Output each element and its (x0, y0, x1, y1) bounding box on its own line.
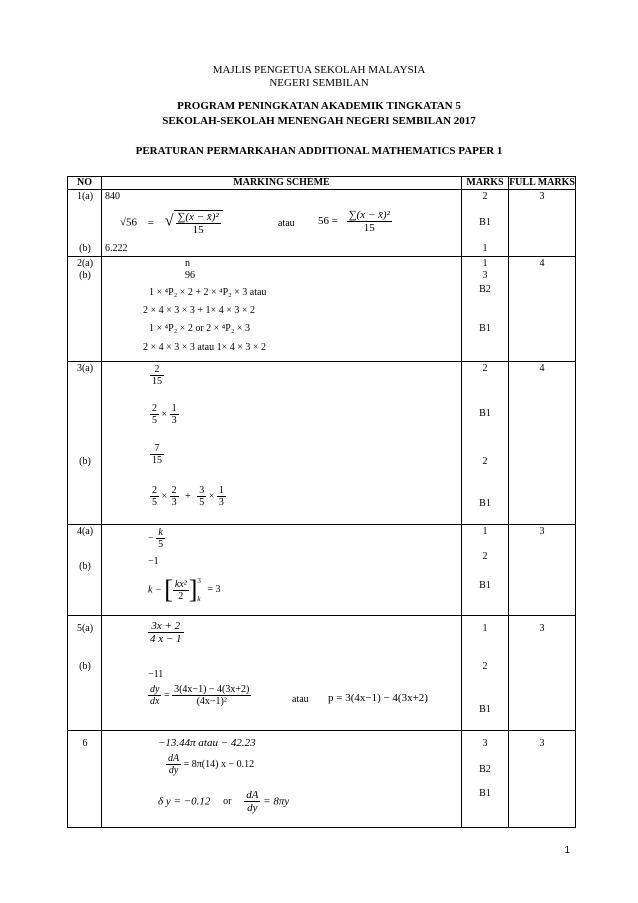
fraction-numerator: 2 (150, 364, 164, 376)
fraction-numerator: dA (168, 753, 180, 764)
col-header-scheme: MARKING SCHEME (102, 177, 462, 190)
answer-text: −13.44π atau − 42.23 (158, 737, 256, 749)
p-expression: p = 3(4x−1) − 4(3x+2) (328, 692, 428, 704)
question-label: 1(a) (76, 191, 94, 202)
fraction-numerator: 2 (152, 485, 157, 496)
fraction-numerator: dy (150, 684, 160, 695)
fraction-denominator: 3 (171, 497, 177, 508)
question-label: 3(a) (76, 363, 94, 374)
scheme-line: 1 × ⁴P₂ × 2 + 2 × ⁴P₂ × 3 atau (149, 287, 267, 298)
mark-value: 2 (482, 456, 488, 467)
fraction-numerator: kx² (174, 578, 187, 590)
mark-value: B1 (479, 580, 491, 591)
fraction-denominator: 15 (192, 224, 204, 236)
mark-value: B1 (479, 788, 491, 799)
mark-value: B1 (479, 498, 491, 509)
fraction-numerator: dA (246, 789, 259, 801)
marking-scheme-table (67, 176, 576, 828)
times-sign: × (208, 490, 215, 502)
fraction-numerator: 1 (171, 403, 177, 414)
fraction-denominator: 5 (152, 497, 157, 508)
question-label: (b) (79, 243, 91, 254)
mark-value: 1 (482, 526, 488, 537)
answer-text: −11 (148, 669, 164, 680)
right-bracket: ] (188, 575, 198, 604)
mark-value: B1 (479, 408, 491, 419)
fraction-numerator: 7 (150, 443, 164, 455)
rhs: = 8πy (263, 795, 290, 808)
minus-sign: − (148, 532, 154, 544)
col-header-no: NO (68, 177, 102, 190)
table-header-row (68, 177, 576, 190)
question-label: (b) (79, 561, 91, 572)
fraction-numerator: 2 (171, 485, 177, 496)
scheme-line: 2 × 4 × 3 × 3 + 1× 4 × 3 × 2 (143, 305, 255, 316)
left-bracket: [ (164, 575, 173, 604)
approx-line (158, 789, 289, 814)
fraction (150, 364, 164, 387)
header-line-5: PERATURAN PERMARKAHAN ADDITIONAL MATHEMATICS PAPER 1 (135, 145, 503, 157)
full-mark-value: 3 (539, 191, 545, 202)
mark-value: 1 (482, 258, 488, 269)
lower-limit: k (197, 595, 201, 603)
fraction-denominator: 4 x − 1 (150, 633, 182, 645)
equals-sign: = (163, 689, 170, 701)
sqrt-56: √56 (120, 216, 138, 229)
fraction-sum (150, 485, 226, 508)
answer-text: n (185, 258, 190, 269)
equals-three: = 3 (207, 584, 221, 596)
upper-limit: 3 (197, 577, 201, 585)
fraction-denominator: 15 (152, 455, 162, 466)
fraction-numerator: k (156, 527, 165, 539)
derivative-rhs: = 8π(14) x − 0.12 (183, 758, 255, 770)
full-mark-value: 3 (539, 623, 545, 634)
table-row (68, 616, 576, 731)
mark-value: 1 (482, 623, 488, 634)
mark-value: 2 (482, 363, 488, 374)
question-label: (b) (79, 456, 91, 467)
derivative-expression (148, 684, 251, 707)
full-mark-value: 3 (539, 526, 545, 537)
integral-expression (148, 572, 221, 608)
atau-text: atau (292, 694, 309, 705)
times-sign: × (161, 490, 168, 502)
question-label: (b) (79, 661, 91, 672)
scheme-line: 1 × ⁴P₂ × 2 or 2 × ⁴P₂ × 3 (149, 323, 250, 334)
fraction-denominator: 5 (199, 497, 205, 508)
fraction-numerator: 3(4x−1) − 4(3x+2) (174, 684, 250, 695)
full-mark-value: 4 (539, 258, 545, 269)
mark-value: 3 (482, 270, 488, 281)
col-header-marks: MARKS (462, 177, 509, 190)
fraction-numerator: ∑(x − x̄)² (348, 209, 390, 221)
fraction-numerator: 1 (218, 485, 224, 496)
alt-lhs: 56 = (318, 215, 338, 228)
fraction-denominator: 3 (218, 497, 224, 508)
fraction-product (150, 403, 179, 426)
scheme-line: 2 × 4 × 3 × 3 atau 1× 4 × 3 × 2 (143, 342, 266, 353)
fraction-denominator: 2 (178, 590, 184, 602)
equals-sign: = (147, 216, 155, 229)
header-line-4: SEKOLAH-SEKOLAH MENENGAH NEGERI SEMBILAN 2017 (162, 115, 476, 127)
answer-text: 840 (105, 191, 120, 202)
fraction-denominator: dy (247, 802, 258, 814)
fraction (148, 620, 184, 645)
question-label: 2(a) (76, 258, 94, 269)
mark-value: B1 (479, 323, 491, 334)
header-line-1: MAJLIS PENGETUA SEKOLAH MALAYSIA (212, 64, 426, 76)
fraction (150, 443, 164, 466)
delta-y: δ y = −0.12 (158, 795, 211, 808)
fraction-denominator: 5 (158, 539, 164, 550)
fraction-numerator: ∑(x − x̄)² (177, 211, 219, 223)
sqrt-symbol: √ (164, 212, 174, 230)
fraction-denominator: dy (168, 765, 179, 776)
fraction-denominator: 5 (152, 415, 157, 426)
mark-value: 2 (482, 551, 488, 562)
derivative-line (166, 753, 254, 776)
table-row (68, 362, 576, 525)
full-mark-value: 3 (539, 738, 545, 749)
question-label: 5(a) (76, 623, 94, 634)
table-row (68, 525, 576, 616)
mark-value: 2 (482, 661, 488, 672)
alt-expression (318, 209, 392, 234)
answer-text: 6.222 (105, 243, 128, 254)
times-sign: × (161, 408, 168, 420)
fraction-denominator: 15 (152, 376, 162, 387)
question-label: (b) (79, 270, 91, 281)
or-text: or (223, 796, 232, 807)
mark-value: 2 (482, 191, 488, 202)
table-row (68, 190, 576, 257)
fraction-denominator: 15 (363, 222, 375, 234)
fraction-denominator: 3 (171, 415, 177, 426)
header-line-3: PROGRAM PENINGKATAN AKADEMIK TINGKATAN 5 (177, 100, 461, 112)
plus-sign: + (185, 490, 191, 502)
table-row (68, 257, 576, 362)
negative-fraction (148, 527, 165, 550)
answer-text: 96 (185, 270, 195, 281)
question-label: 6 (82, 738, 88, 749)
sqrt-expression (120, 210, 223, 236)
fraction-denominator: (4x−1)² (196, 696, 227, 707)
mark-value: B1 (479, 704, 491, 715)
fraction-denominator: dx (150, 696, 160, 707)
fraction-numerator: 2 (152, 403, 157, 414)
mark-value: 1 (482, 243, 488, 254)
mark-value: B2 (479, 764, 491, 775)
page-number: 1 (564, 845, 570, 856)
header-line-2: NEGERI SEMBILAN (269, 77, 369, 89)
fraction-numerator: 3 (199, 485, 205, 496)
mark-value: 3 (482, 738, 488, 749)
mark-value: B2 (479, 284, 491, 295)
full-mark-value: 4 (539, 363, 545, 374)
atau-text: atau (278, 218, 295, 229)
mark-value: B1 (479, 217, 491, 228)
col-header-full-marks: FULL MARKS (509, 177, 575, 188)
answer-text: −1 (148, 556, 159, 567)
fraction-numerator: 3x + 2 (148, 620, 184, 633)
table-row (68, 731, 576, 828)
k-term: k − (148, 584, 162, 596)
question-label: 4(a) (76, 526, 94, 537)
